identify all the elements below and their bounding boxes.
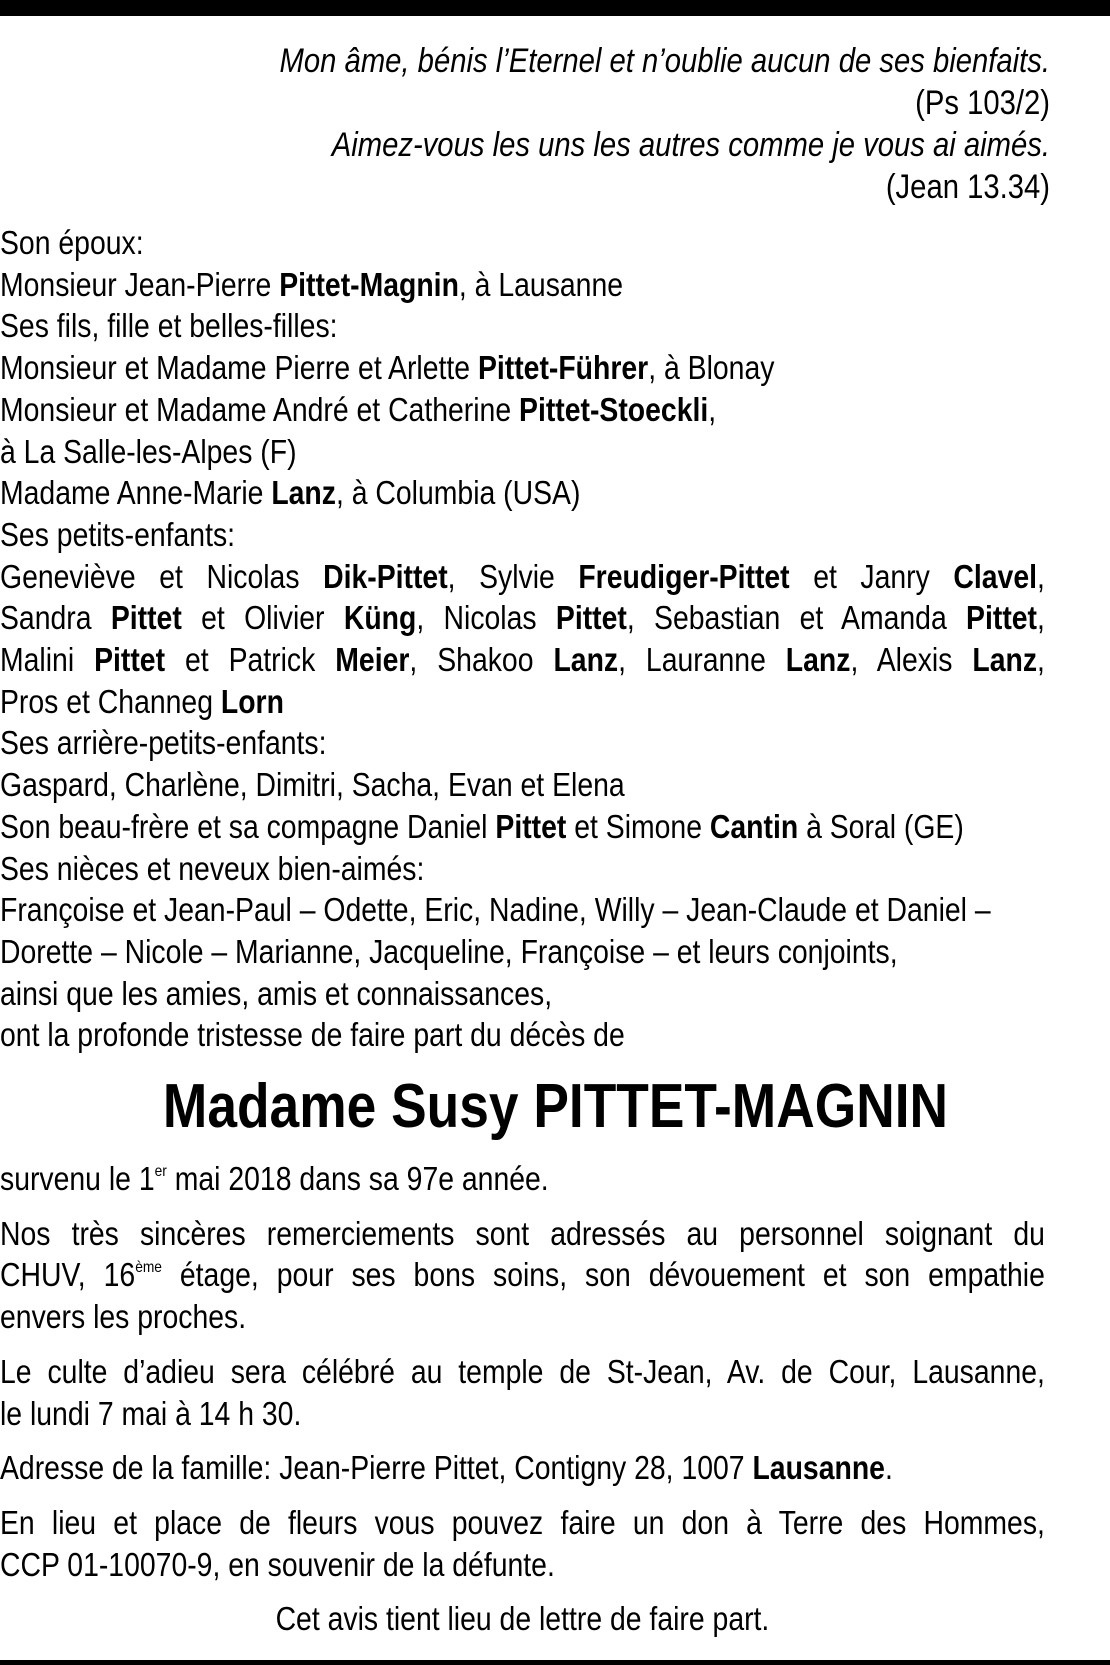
top-rule xyxy=(0,0,1110,16)
donation-line-2: CCP 01-10070-9, en souvenir de la défunte. xyxy=(0,1545,555,1583)
psalm-quote: Mon âme, bénis l’Eternel et n’oublie aucun de ses bienfaits. xyxy=(279,42,1050,80)
child-line-2 xyxy=(0,389,1045,431)
great-grandchildren-line: Gaspard, Charlène, Dimitri, Sacha, Evan et Elena xyxy=(0,766,625,804)
surname: Pittet xyxy=(110,599,182,637)
text: Sandra xyxy=(0,599,111,637)
thanks-line-2 xyxy=(0,1254,1045,1296)
surname: Freudiger-Pittet xyxy=(578,557,790,595)
thanks-paragraph xyxy=(0,1213,1045,1338)
grandchildren-line-3 xyxy=(0,639,1045,681)
john-reference: (Jean 13.34) xyxy=(885,168,1050,206)
spouse-heading: Son époux: xyxy=(0,224,144,261)
text: Malini xyxy=(0,641,95,679)
text: Monsieur et Madame André et Catherine xyxy=(0,390,520,428)
spouse-line xyxy=(0,264,1045,306)
child-line-3 xyxy=(0,472,1045,514)
deceased-name-text: Madame Susy PITTET-MAGNIN xyxy=(162,1072,948,1141)
surname: Pittet-Führer xyxy=(477,349,649,387)
surname: Pittet xyxy=(555,599,627,637)
surname: Pittet-Magnin xyxy=(279,265,459,303)
surname: Lorn xyxy=(220,682,284,720)
friends-line: ainsi que les amies, amis et connaissances, xyxy=(0,974,553,1012)
surname: Lanz xyxy=(553,641,619,679)
text: étage, pour ses bons soins, son dévouement et son empathie xyxy=(161,1256,1045,1294)
text: , Alexis xyxy=(850,641,973,679)
address-paragraph xyxy=(0,1447,1045,1489)
donation-paragraph xyxy=(0,1502,1045,1585)
announcement-line: ont la profonde tristesse de faire part du décès de xyxy=(0,1016,625,1054)
text: , Shakoo xyxy=(409,641,554,679)
text: Geneviève et Nicolas xyxy=(0,557,324,595)
scripture-quotes xyxy=(156,40,1050,208)
surname: Meier xyxy=(335,641,410,679)
text: Adresse de la famille: Jean-Pierre Pittet, Contigny 28, 1007 xyxy=(0,1449,753,1487)
children-heading: Ses fils, fille et belles-filles: xyxy=(0,307,338,345)
inlaw-line xyxy=(0,806,1045,848)
child-line-1 xyxy=(0,347,1045,389)
grandchildren-line-2 xyxy=(0,597,1045,639)
text: CHUV, 16 xyxy=(0,1256,136,1294)
text: . xyxy=(884,1449,893,1487)
donation-line-1: En lieu et place de fleurs vous pouvez faire un don à Terre des Hommes, xyxy=(0,1503,1045,1541)
surname: Pittet xyxy=(966,599,1037,637)
text: , xyxy=(708,390,717,428)
text: , xyxy=(1036,557,1045,595)
psalm-reference: (Ps 103/2) xyxy=(915,84,1050,122)
child-line-2-place: à La Salle-les-Alpes (F) xyxy=(0,432,297,470)
surname: Cantin xyxy=(709,807,799,845)
text: , Sylvie xyxy=(447,557,579,595)
text: , à Columbia (USA) xyxy=(335,474,581,512)
text: Pros et Channeg xyxy=(0,682,221,720)
surname: Clavel xyxy=(953,557,1037,595)
text: et Simone xyxy=(566,807,710,845)
surname: Küng xyxy=(343,599,417,637)
deceased-name xyxy=(0,1072,1110,1142)
text: , à Blonay xyxy=(648,349,775,387)
text: et Janry xyxy=(789,557,954,595)
thanks-line-1: Nos très sincères remerciements sont adressés au personnel soignant du xyxy=(0,1214,1045,1252)
text: , Sebastian et Amanda xyxy=(626,599,967,637)
text: et Olivier xyxy=(181,599,344,637)
city: Lausanne xyxy=(752,1449,885,1487)
john-quote: Aimez-vous les uns les autres comme je vous ai aimés. xyxy=(331,126,1050,164)
surname: Pittet xyxy=(94,641,166,679)
notice-body xyxy=(0,1158,1045,1653)
death-date xyxy=(0,1158,1045,1200)
surname: Dik-Pittet xyxy=(323,557,448,595)
surname: Pittet-Stoeckli xyxy=(519,390,709,428)
nieces-line-1: Françoise et Jean-Paul – Odette, Eric, Nadine, Willy – Jean-Claude et Daniel – xyxy=(0,891,991,929)
grandchildren-heading: Ses petits-enfants: xyxy=(0,515,236,553)
service-line-1: Le culte d’adieu sera célébré au temple de St-Jean, Av. de Cour, Lausanne, xyxy=(0,1352,1045,1390)
superscript: ème xyxy=(135,1259,162,1277)
text: à Soral (GE) xyxy=(798,807,964,845)
closing-line: Cet avis tient lieu de lettre de faire part. xyxy=(275,1600,770,1638)
text: survenu le 1 xyxy=(0,1160,155,1197)
great-grandchildren-heading: Ses arrière-petits-enfants: xyxy=(0,724,327,762)
text: mai 2018 dans sa 97e année. xyxy=(166,1160,549,1197)
nieces-line-2: Dorette – Nicole – Marianne, Jacqueline, Françoise – et leurs conjoints, xyxy=(0,932,898,970)
text: Monsieur et Madame Pierre et Arlette xyxy=(0,349,478,387)
text: et Patrick xyxy=(165,641,336,679)
surname: Lanz xyxy=(785,641,851,679)
text: Monsieur Jean-Pierre xyxy=(0,265,280,303)
grandchildren-line-1 xyxy=(0,556,1045,598)
surname: Pittet xyxy=(495,807,567,845)
text: , Nicolas xyxy=(416,599,556,637)
surname: Lanz xyxy=(271,474,336,512)
grandchildren-line-4 xyxy=(0,681,1045,723)
text: , à Lausanne xyxy=(458,265,624,303)
nieces-heading: Ses nièces et neveux bien-aimés: xyxy=(0,849,425,887)
text: Madame Anne-Marie xyxy=(0,474,272,512)
text: Son beau-frère et sa compagne Daniel xyxy=(0,807,496,845)
bottom-rule xyxy=(0,1660,1110,1665)
text: , Lauranne xyxy=(618,641,786,679)
service-paragraph xyxy=(0,1351,1045,1434)
surname: Lanz xyxy=(972,641,1038,679)
text: , xyxy=(1037,641,1045,679)
service-line-2: le lundi 7 mai à 14 h 30. xyxy=(0,1394,302,1432)
text: , xyxy=(1036,599,1045,637)
superscript: er xyxy=(154,1163,167,1180)
family-list xyxy=(0,222,1045,1056)
thanks-line-3: envers les proches. xyxy=(0,1298,247,1336)
